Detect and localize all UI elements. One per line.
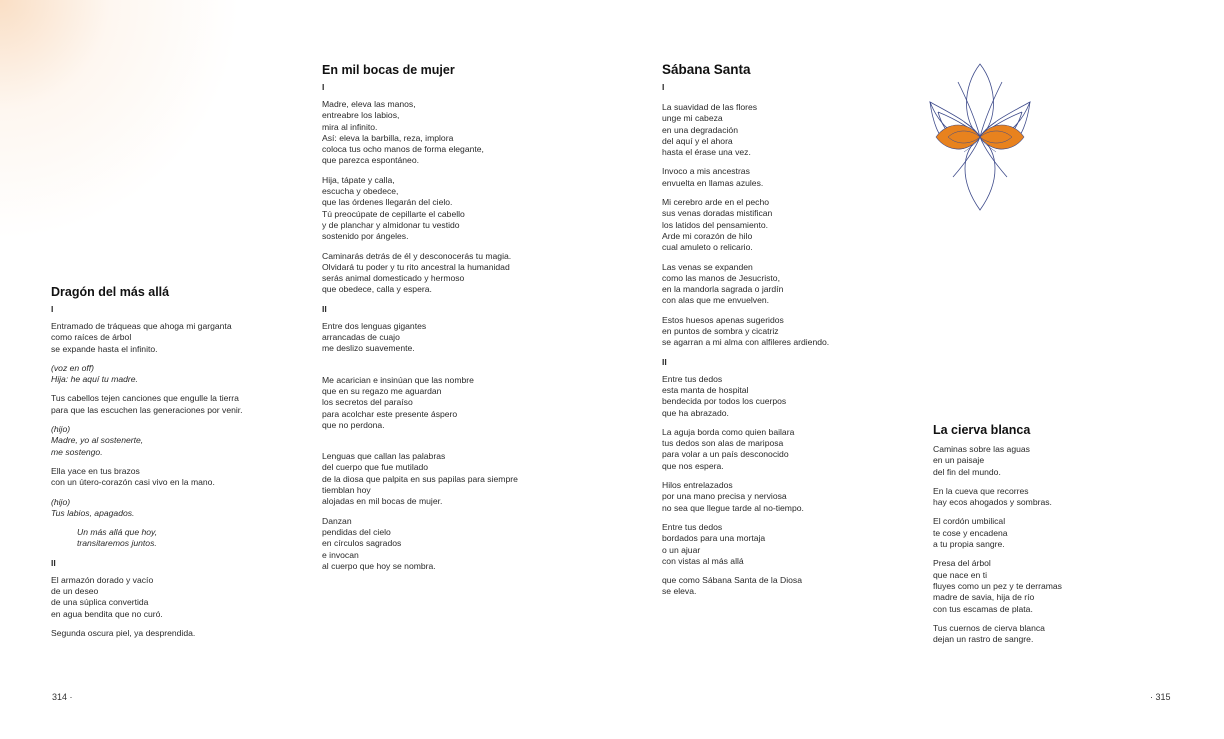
poem-title: Dragón del más allá [51,285,170,299]
stanza: Madre, eleva las manos, entreabre los labios, mira al infinito. Así: eleva la barbilla, reza, implora coloca tus ocho manos de forma elegante, que parezca espontáneo. [322,99,484,166]
stanza: Mi cerebro arde en el pecho sus venas doradas mistifican los latidos del pensamiento. Arde mi corazón de hilo cual amuleto o relicario. [662,197,773,253]
section-number: II [662,356,667,367]
section-number: I [51,304,54,314]
stanza: (hijo) Tus labios, apagados. [51,496,135,518]
poem-cierva-blanca [933,422,1133,653]
stanza: La aguja borda como quien bailara tus dedos son alas de mariposa para volar a un país desconocido que nos espera. [662,426,795,471]
stanza: Ella yace en tus brazos con un útero-corazón casi vivo en la mano. [51,465,215,488]
section-number: II [51,557,56,568]
stanza: Hilos entrelazados por una mano precisa y nerviosa no sea que llegue tarde al no-tiempo. [662,480,804,513]
stanza: Lenguas que callan las palabras del cuerpo que fue mutilado de la diosa que palpita en sus papilas para siempre tiemblan hoy alojadas en mil bocas de mujer. [322,451,518,507]
section-number: II [322,303,327,314]
page-number-left: 314 · [52,692,73,702]
stanza: Tus cuernos de cierva blanca dejan un rastro de sangre. [933,622,1045,645]
poem-mil-bocas [322,62,562,580]
poem-title: En mil bocas de mujer [322,63,455,77]
stanza: Entramado de tráqueas que ahoga mi garganta como raíces de árbol se expande hasta el infinito. [51,321,232,354]
stanza: Entre tus dedos bordados para una mortaja o un ajuar con vistas al más allá [662,521,766,566]
poem-sabana-santa [662,62,902,606]
stanza: El cordón umbilical te cose y encadena a tu propia sangre. [933,516,1008,550]
stanza: El armazón dorado y vacío de un deseo de una súplica convertida en agua bendita que no curó. [51,574,163,619]
stanza: Presa del árbol que nace en ti fluyes como un pez y te derramas madre de savia, hija de río con tus escamas de plata. [933,558,1062,614]
stanza: Me acarician e insinúan que las nombre que en su regazo me aguardan los secretos del paraíso para acolchar este presente áspero que no perdona. [322,374,474,430]
stanza: La suavidad de las flores unge mi cabeza en una degradación del aquí y el ahora hasta el érase una vez. [662,102,758,158]
corner-glow [0,0,260,260]
stanza: (hijo) Madre, yo al sostenerte, me sostengo. [51,424,144,457]
stanza: Entre dos lenguas gigantes arrancadas de cuajo me deslizo suavemente. [322,320,427,354]
poem-title: La cierva blanca [933,423,1031,437]
stanza: Caminarás detrás de él y desconocerás tu magia. Olvidará tu poder y tu rito ancestral la humanidad serás animal domesticado y hermoso que obedece, calla y espera. [322,250,512,295]
stanza: Un más allá que hoy, transitaremos juntos. [77,527,158,549]
stanza: Segunda oscura piel, ya desprendida. [51,627,196,638]
section-number: I [662,82,665,92]
section-number: I [322,82,325,92]
stanza: Danzan pendidas del cielo en círculos sagrados e invocan al cuerpo que hoy se nombra. [322,515,436,571]
stanza: que como Sábana Santa de la Diosa se eleva. [662,575,802,597]
poem-dragon [51,284,281,647]
stanza: Las venas se expanden como las manos de Jesucristo, en la mandorla sagrada o jardín con alas que me envuelven. [662,261,784,306]
flower-ornament-icon [928,62,1032,212]
stanza: Entre tus dedos esta manta de hospital bendecida por todos los cuerpos que ha abrazado. [662,373,787,418]
poem-title: Sábana Santa [662,62,751,77]
stanza: Estos huesos apenas sugeridos en puntos de sombra y cicatriz se agarran a mi alma con alfileres ardiendo. [662,314,830,348]
stanza: (voz en off) Hija: he aquí tu madre. [51,362,138,385]
stanza: Invoco a mis ancestras envuelta en llamas azules. [662,166,764,188]
stanza: Caminas sobre las aguas en un paisaje del fin del mundo. [933,444,1030,477]
stanza: En la cueva que recorres hay ecos ahogados y sombras. [933,485,1052,508]
stanza: Tus cabellos tejen canciones que engulle la tierra para que las escuchen las generaciones por venir. [51,393,243,415]
page-number-right: · 315 [1150,692,1171,702]
stanza: Hija, tápate y calla, escucha y obedece, que las órdenes llegarán del cielo. Tú preocúpate de cepillarte el cabello y de planchar y almidonar tu vestido sostenido por ángeles. [322,174,465,242]
